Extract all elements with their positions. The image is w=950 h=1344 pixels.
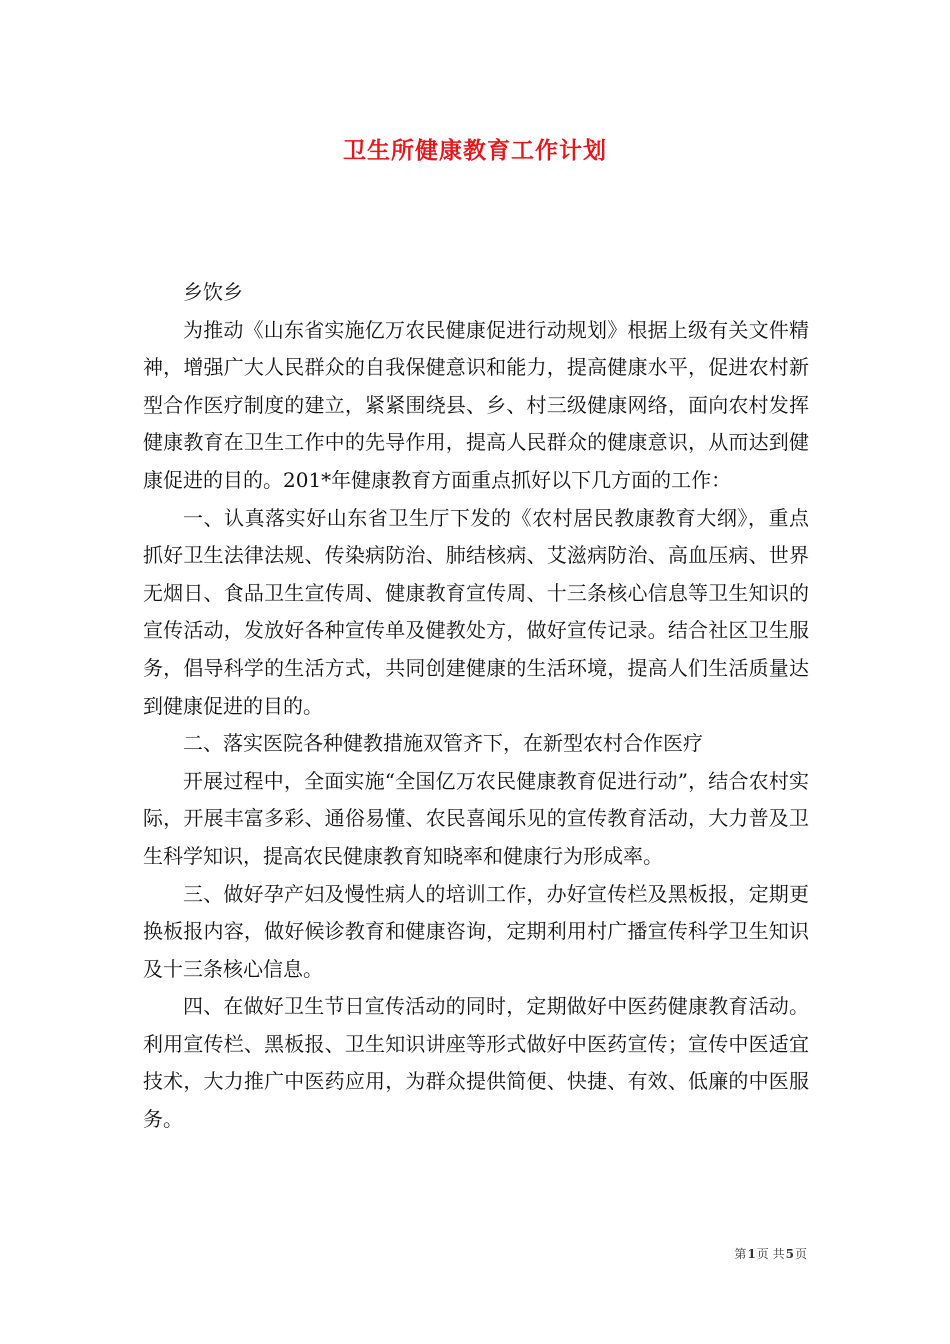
- footer-suffix: 页: [794, 1247, 807, 1261]
- document-title: 卫生所健康教育工作计划: [343, 137, 607, 164]
- document-body: [143, 274, 809, 1139]
- footer-total-pages: 5: [785, 1247, 794, 1261]
- paragraph-item-3: 三、做好孕产妇及慢性病人的培训工作，办好宣传栏及黑板报，定期更换板报内容，做好候诊教育和健康咨询，定期利用村广播宣传科学卫生知识及十三条核心信息。: [143, 881, 809, 981]
- footer-prefix: 第: [734, 1247, 747, 1261]
- paragraph-item-2: 二、落实医院各种健教措施双管齐下，在新型农村合作医疗: [183, 731, 703, 756]
- paragraph-intro: 为推动《山东省实施亿万农民健康促进行动规划》根据上级有关文件精神，增强广大人民群众的自我保健意识和能力，提高健康水平，促进农村新型合作医疗制度的建立，紧紧围绕县、乡、村三级健康网络，面向农村发挥健康教育在卫生工作中的先导作用，提高人民群众的健康意识，从而达到健康促进的目的。201*年健康教育方面重点抓好以下几方面的工作：: [143, 317, 809, 492]
- paragraph-item-4: 四、在做好卫生节日宣传活动的同时，定期做好中医药健康教育活动。利用宣传栏、黑板报、卫生知识讲座等形式做好中医药宣传；宣传中医适宜技术，大力推广中医药应用，为群众提供简便、快捷、有效、低廉的中医服务。: [143, 994, 809, 1132]
- page-footer: [734, 1245, 807, 1262]
- paragraph-item-1: 一、认真落实好山东省卫生厅下发的《农村居民教康教育大纲》，重点抓好卫生法律法规、传染病防治、肺结核病、艾滋病防治、高血压病、世界无烟日、食品卫生宣传周、健康教育宣传周、十三条核心信息等卫生知识的宣传活动，发放好各种宣传单及健教处方，做好宣传记录。结合社区卫生服务，倡导科学的生活方式，共同创建健康的生活环境，提高人们生活质量达到健康促进的目的。: [143, 505, 809, 718]
- footer-middle: 页 共: [756, 1247, 785, 1261]
- paragraph-signature: 乡饮乡: [183, 280, 243, 304]
- paragraph-item-2-continued: 开展过程中，全面实施“全国亿万农民健康教育促进行动”，结合农村实际，开展丰富多彩、通俗易懂、农民喜闻乐见的宣传教育活动，大力普及卫生科学知识，提高农民健康教育知晓率和健康行为形成率。: [143, 768, 809, 868]
- footer-current-page: 1: [747, 1247, 756, 1261]
